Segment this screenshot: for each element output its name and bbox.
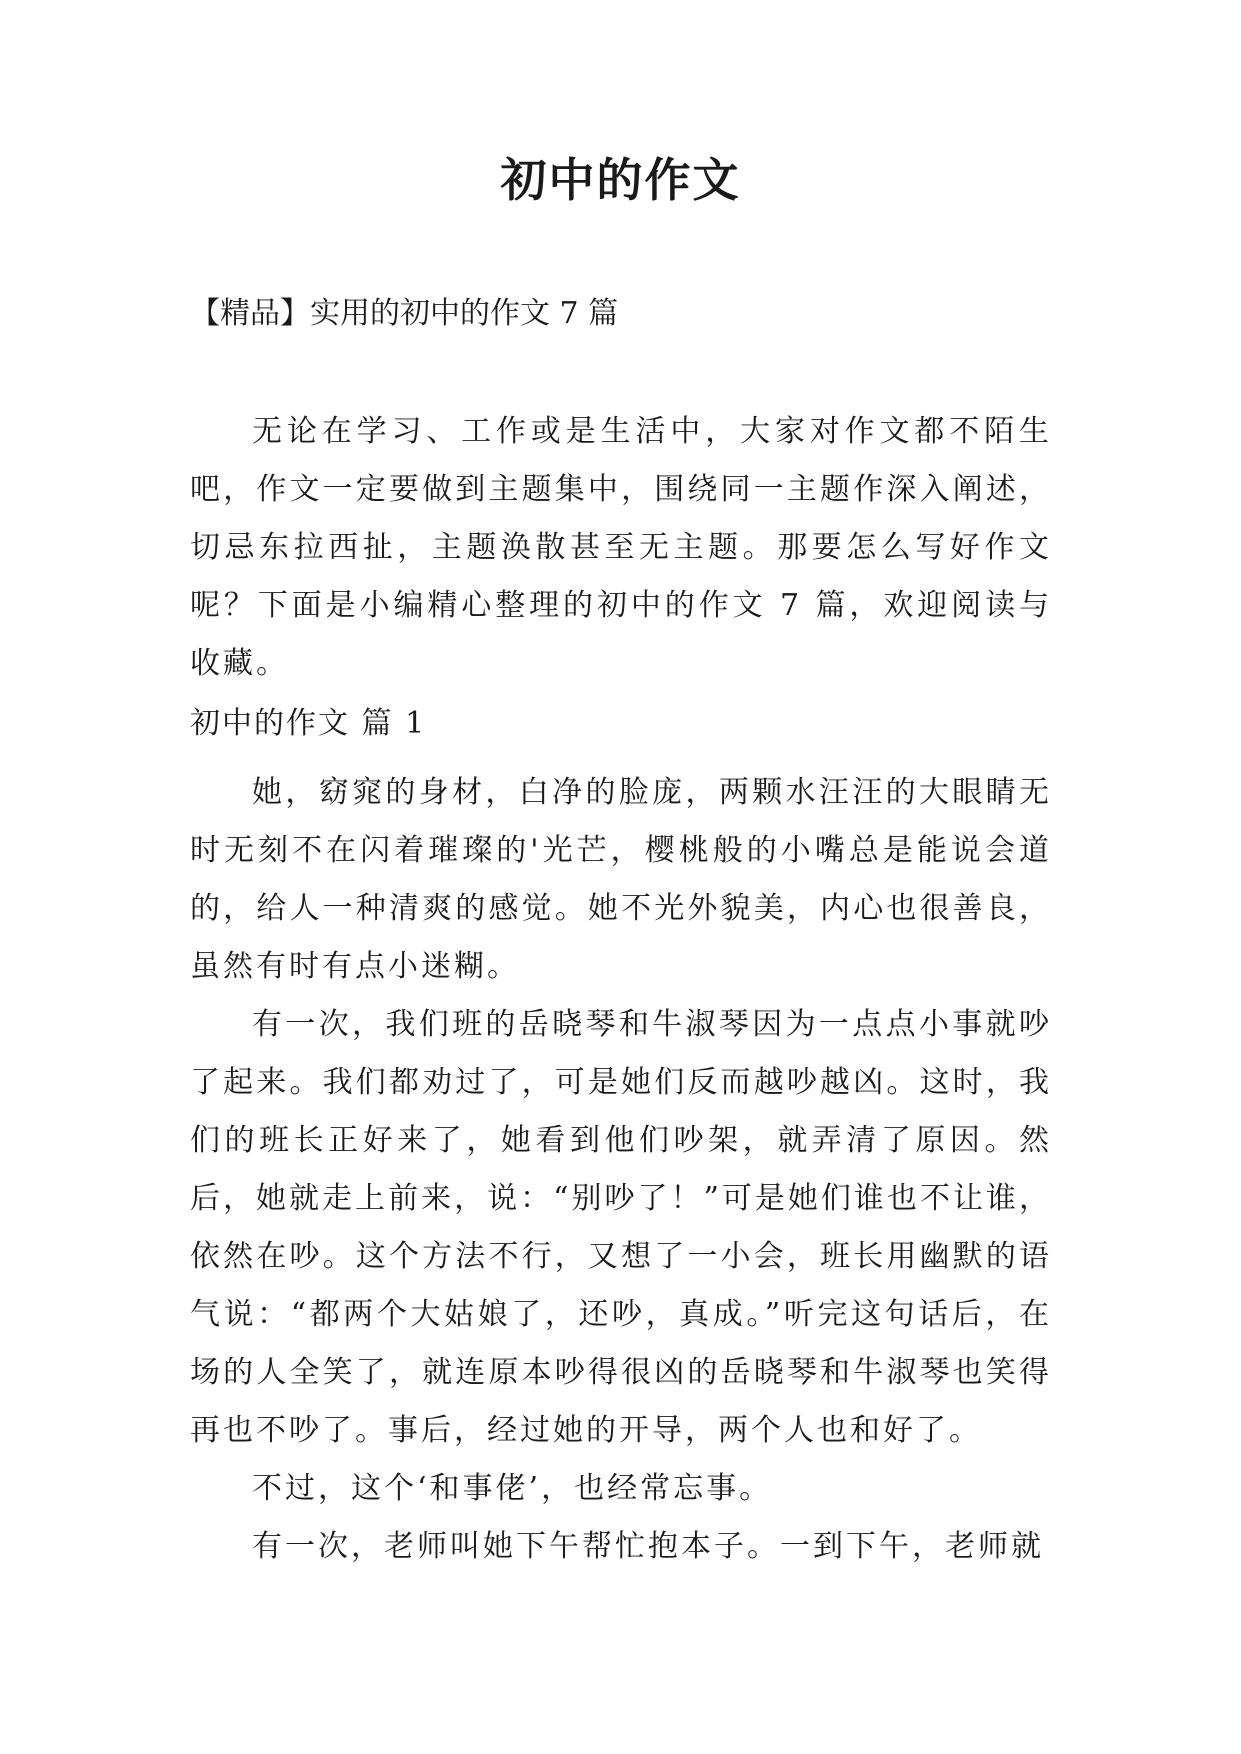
intro-paragraph: 无论在学习、工作或是生活中，大家对作文都不陌生吧，作文一定要做到主题集中，围绕同一主题作深入阐述，切忌东拉西扯，主题涣散甚至无主题。那要怎么写好作文呢？下面是小编精心整理的初中的作文 7 篇，欢迎阅读与收藏。 — [190, 414, 1052, 681]
body-paragraph-1: 她，窈窕的身材，白净的脸庞，两颗水汪汪的大眼睛无时无刻不在闪着璀璨的'光芒，樱桃般的小嘴总是能说会道的，给人一种清爽的感觉。她不光外貌美，内心也很善良，虽然有时有点小迷糊。 — [190, 775, 1052, 984]
body-paragraph-2: 有一次，我们班的岳晓琴和牛淑琴因为一点点小事就吵了起来。我们都劝过了，可是她们反而越吵越凶。这时，我们的班长正好来了，她看到他们吵架，就弄清了原因。然后，她就走上前来，说：“别吵了！”可是她们谁也不让谁，依然在吵。这个方法不行，又想了一小会，班长用幽默的语气说：“都两个大姑娘了，还吵，真成。”听完这句话后，在场的人全笑了，就连原本吵得很凶的岳晓琴和牛淑琴也笑得再也不吵了。事后，经过她的开导，两个人也和好了。 — [190, 1007, 1052, 1448]
document-subtitle: 【精品】实用的初中的作文 7 篇 — [190, 296, 619, 331]
body-paragraph-3: 不过，这个‘和事佬’，也经常忘事。 — [252, 1471, 773, 1506]
document-title: 初中的作文 — [500, 153, 741, 207]
body-paragraph-4: 有一次，老师叫她下午帮忙抱本子。一到下午，老师就 — [252, 1529, 1044, 1564]
section-heading: 初中的作文 篇 1 — [190, 706, 427, 741]
